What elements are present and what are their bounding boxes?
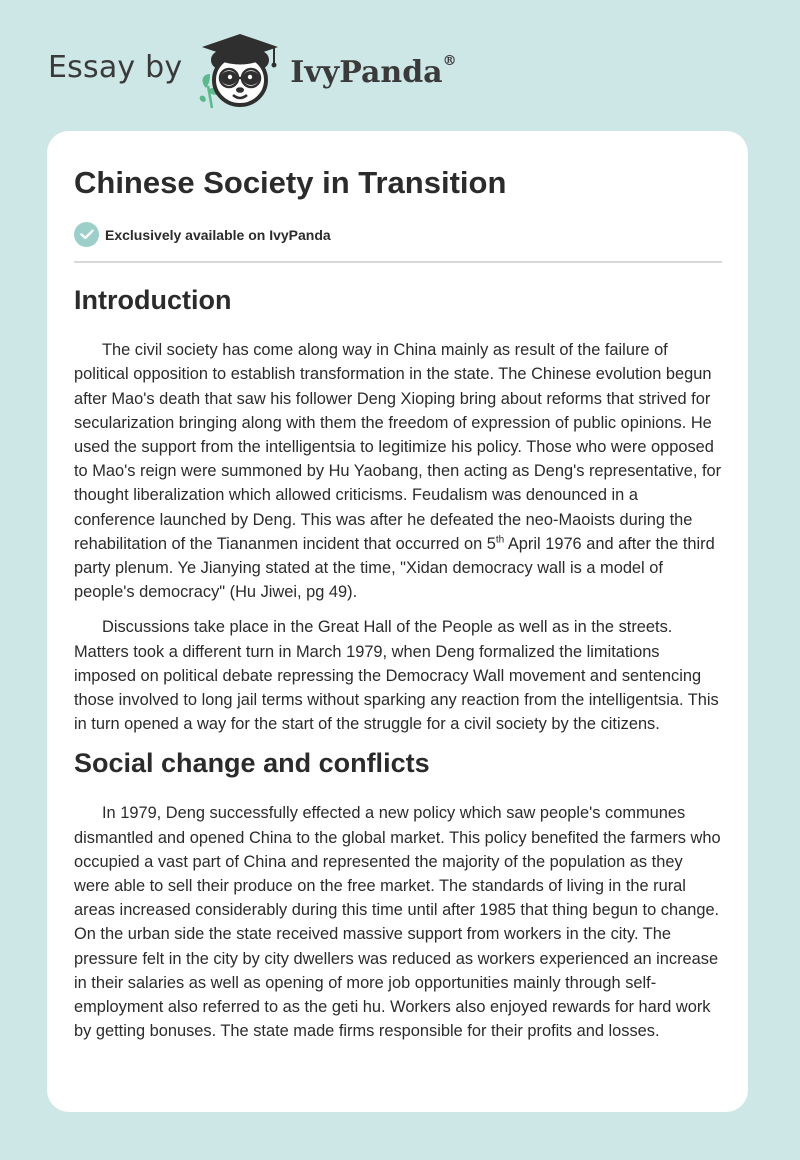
section-heading-social-change: Social change and conflicts (74, 748, 430, 779)
check-circle-icon (74, 222, 99, 247)
paragraph-1-text-a: The civil society has come along way in China mainly as result of the failure of political opposition to establish transformation in the state. The Chinese evolution begun after Mao's death that saw his follower Deng Xioping bring about reforms that strived for secularization bringing along with them the freedom of expression of public opinions. He used the support from the intelligentsia to legitimize his policy. Those who were opposed to Mao's reign were summoned by Hu Yaobang, then acting as Deng's representative, for thought liberalization which allowed criticisms. Feudalism was denounced in a conference launched by Deng. This was after he defeated the neo-Maoists during the rehabilitation of the Tiananmen incident that occurred on 5 (74, 341, 722, 553)
paragraph-2: Discussions take place in the Great Hall of the People as well as in the streets. Matters took a different turn in March 1979, when Deng formalized the limitations imposed on political debate repressing the Democracy Wall movement and sentencing those involved to long jail terms without sparking any reaction from the intelligentsia. This in turn opened a way for the start of the struggle for a civil society by the citizens. (74, 618, 719, 734)
section-heading-introduction: Introduction (74, 285, 232, 315)
brand-name[interactable] (290, 52, 457, 90)
checkmark-icon (80, 229, 94, 240)
exclusive-label: Exclusively available on IvyPanda (105, 226, 331, 243)
title-divider (74, 261, 722, 263)
essay-by-label: Essay by (48, 49, 183, 85)
registered-mark: ® (442, 52, 457, 69)
brand-text: IvyPanda (290, 54, 443, 90)
essay-card (47, 131, 748, 1112)
essay-body (74, 279, 722, 1043)
page-title: Chinese Society in Transition (74, 165, 507, 200)
exclusive-badge (74, 222, 331, 247)
paragraph-3: In 1979, Deng successfully effected a new policy which saw people's communes dismantled and opened China to the global market. This policy benefited the farmers who occupied a vast part of China and represented the majority of the population as they were able to sell their produce on the free market. The standards of living in the rural areas increased considerably during this time until after 1985 that thing begun to change. On the urban side the state received massive support from workers in the city. The pressure felt in the city by city dwellers was reduced as workers experienced an increase in their salaries as well as opening of more job opportunities mainly through self-employment also referred to as the geti hu. Workers also enjoyed rewards for hard work by getting bonuses. The state made firms responsible for their profits and losses. (74, 804, 721, 1041)
site-header (48, 30, 457, 110)
panda-graduate-icon[interactable] (196, 30, 284, 110)
paragraph-1 (74, 338, 722, 604)
ordinal-suffix: th (495, 534, 505, 546)
paragraph-1-text-b: April 1976 and after the third party plenum. Ye Jianying stated at the time, "Xidan democracy wall is a model of people's democracy" (Hu Jiwei, pg 49). (74, 534, 715, 602)
